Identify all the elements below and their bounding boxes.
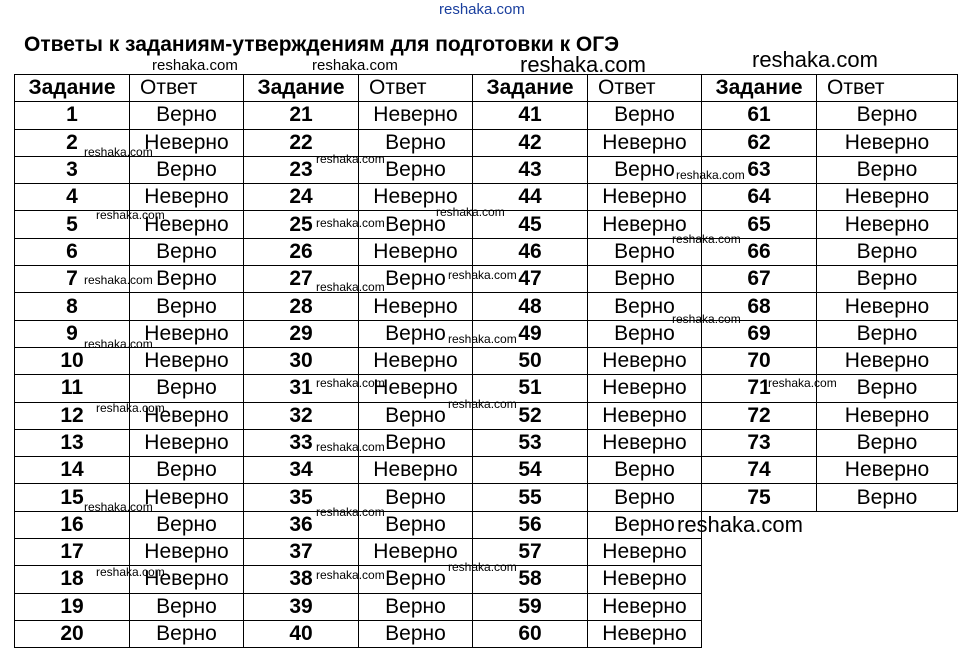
empty-cell <box>817 539 958 566</box>
answer-cell: Верно <box>359 320 473 347</box>
task-number: 13 <box>15 429 130 456</box>
answer-cell: Верно <box>588 102 702 129</box>
task-number: 39 <box>244 593 359 620</box>
table-row <box>15 429 958 456</box>
task-number: 51 <box>473 375 588 402</box>
task-number: 52 <box>473 402 588 429</box>
task-number: 1 <box>15 102 130 129</box>
answer-cell: Верно <box>130 266 244 293</box>
answer-cell: Неверно <box>130 320 244 347</box>
task-number: 60 <box>473 620 588 647</box>
answer-cell: Верно <box>130 457 244 484</box>
task-number: 41 <box>473 102 588 129</box>
table-row <box>15 457 958 484</box>
task-number: 30 <box>244 347 359 374</box>
task-number: 70 <box>702 347 817 374</box>
task-number: 37 <box>244 539 359 566</box>
answer-cell: Верно <box>817 320 958 347</box>
header-task: Задание <box>473 75 588 102</box>
task-number: 19 <box>15 593 130 620</box>
task-number: 44 <box>473 184 588 211</box>
answer-cell: Неверно <box>130 129 244 156</box>
table-row <box>15 293 958 320</box>
watermark: reshaka.com <box>448 397 517 411</box>
task-number: 40 <box>244 620 359 647</box>
task-number: 17 <box>15 539 130 566</box>
task-number: 50 <box>473 347 588 374</box>
answer-cell: Неверно <box>359 347 473 374</box>
answer-cell: Верно <box>588 266 702 293</box>
task-number: 34 <box>244 457 359 484</box>
watermark: reshaka.com <box>448 268 517 282</box>
task-number: 18 <box>15 566 130 593</box>
task-number: 22 <box>244 129 359 156</box>
answer-cell: Неверно <box>359 184 473 211</box>
task-number: 66 <box>702 238 817 265</box>
answer-cell: Верно <box>359 620 473 647</box>
empty-cell <box>817 566 958 593</box>
watermark: reshaka.com <box>84 145 153 159</box>
top-watermark: reshaka.com <box>439 1 525 18</box>
header-answer: Ответ <box>817 75 958 102</box>
watermark: reshaka.com <box>84 500 153 514</box>
task-number: 15 <box>15 484 130 511</box>
task-number: 5 <box>15 211 130 238</box>
answer-cell: Верно <box>130 511 244 538</box>
answer-cell: Неверно <box>130 484 244 511</box>
answer-cell: Неверно <box>130 211 244 238</box>
answer-cell: Верно <box>130 156 244 183</box>
header-task: Задание <box>702 75 817 102</box>
task-number: 16 <box>15 511 130 538</box>
task-number: 62 <box>702 129 817 156</box>
task-number: 55 <box>473 484 588 511</box>
watermark: reshaka.com <box>312 57 398 74</box>
answer-cell: Неверно <box>817 347 958 374</box>
answer-cell: Неверно <box>130 429 244 456</box>
header-answer: Ответ <box>359 75 473 102</box>
task-number: 2 <box>15 129 130 156</box>
answer-cell: Верно <box>817 238 958 265</box>
task-number: 57 <box>473 539 588 566</box>
table-row <box>15 593 958 620</box>
table-row <box>15 238 958 265</box>
task-number: 61 <box>702 102 817 129</box>
answer-cell: Неверно <box>588 347 702 374</box>
answer-cell: Верно <box>817 429 958 456</box>
answer-cell: Верно <box>817 102 958 129</box>
task-number: 73 <box>702 429 817 456</box>
watermark: reshaka.com <box>152 57 238 74</box>
task-number: 25 <box>244 211 359 238</box>
task-number: 45 <box>473 211 588 238</box>
answer-cell: Верно <box>359 511 473 538</box>
answer-cell: Неверно <box>588 211 702 238</box>
answer-cell: Верно <box>359 129 473 156</box>
header-task: Задание <box>15 75 130 102</box>
answer-cell: Неверно <box>817 129 958 156</box>
empty-cell <box>817 511 958 538</box>
task-number: 24 <box>244 184 359 211</box>
answer-cell: Неверно <box>359 375 473 402</box>
table-row <box>15 511 958 538</box>
answer-cell: Верно <box>359 566 473 593</box>
header-answer: Ответ <box>130 75 244 102</box>
answer-cell: Неверно <box>588 429 702 456</box>
header-answer: Ответ <box>588 75 702 102</box>
answer-cell: Неверно <box>588 620 702 647</box>
task-number: 63 <box>702 156 817 183</box>
task-number: 28 <box>244 293 359 320</box>
watermark: reshaka.com <box>316 152 385 166</box>
answer-cell: Верно <box>130 238 244 265</box>
answer-cell: Неверно <box>130 539 244 566</box>
task-number: 12 <box>15 402 130 429</box>
task-number: 8 <box>15 293 130 320</box>
answer-cell: Неверно <box>359 238 473 265</box>
empty-cell <box>702 620 817 647</box>
task-number: 56 <box>473 511 588 538</box>
watermark: reshaka.com <box>448 560 517 574</box>
task-number: 74 <box>702 457 817 484</box>
table-row <box>15 620 958 647</box>
task-number: 64 <box>702 184 817 211</box>
page-title: Ответы к заданиям-утверждениям для подготовки к ОГЭ <box>24 33 620 56</box>
header-task: Задание <box>244 75 359 102</box>
answer-cell: Неверно <box>359 539 473 566</box>
watermark: reshaka.com <box>436 205 505 219</box>
table-header-row <box>15 75 958 102</box>
task-number: 75 <box>702 484 817 511</box>
answer-cell: Верно <box>359 402 473 429</box>
answer-cell: Верно <box>817 484 958 511</box>
answer-cell: Верно <box>359 429 473 456</box>
answer-cell: Верно <box>588 293 702 320</box>
answer-cell: Неверно <box>130 402 244 429</box>
answer-cell: Неверно <box>588 593 702 620</box>
task-number: 7 <box>15 266 130 293</box>
task-number: 43 <box>473 156 588 183</box>
answer-cell: Верно <box>817 375 958 402</box>
task-number: 33 <box>244 429 359 456</box>
watermark: reshaka.com <box>316 505 385 519</box>
task-number: 65 <box>702 211 817 238</box>
answer-cell: Неверно <box>359 293 473 320</box>
watermark: reshaka.com <box>96 208 165 222</box>
task-number: 9 <box>15 320 130 347</box>
answer-cell: Верно <box>588 238 702 265</box>
task-number: 20 <box>15 620 130 647</box>
task-number: 29 <box>244 320 359 347</box>
table-row <box>15 102 958 129</box>
answer-cell: Верно <box>359 156 473 183</box>
watermark: reshaka.com <box>677 512 803 537</box>
task-number: 67 <box>702 266 817 293</box>
answer-cell: Верно <box>359 266 473 293</box>
answer-cell: Неверно <box>359 102 473 129</box>
watermark: reshaka.com <box>672 312 741 326</box>
task-number: 59 <box>473 593 588 620</box>
answer-cell: Неверно <box>130 566 244 593</box>
answer-cell: Неверно <box>817 457 958 484</box>
task-number: 6 <box>15 238 130 265</box>
task-number: 58 <box>473 566 588 593</box>
empty-cell <box>817 620 958 647</box>
task-number: 38 <box>244 566 359 593</box>
answer-cell: Верно <box>130 293 244 320</box>
answer-cell: Неверно <box>130 347 244 374</box>
task-number: 10 <box>15 347 130 374</box>
watermark: reshaka.com <box>768 376 837 390</box>
table-row <box>15 347 958 374</box>
task-number: 14 <box>15 457 130 484</box>
task-number: 3 <box>15 156 130 183</box>
answer-cell: Неверно <box>588 539 702 566</box>
task-number: 26 <box>244 238 359 265</box>
task-number: 31 <box>244 375 359 402</box>
task-number: 69 <box>702 320 817 347</box>
answer-cell: Верно <box>588 156 702 183</box>
watermark: reshaka.com <box>448 332 517 346</box>
empty-cell <box>702 593 817 620</box>
task-number: 32 <box>244 402 359 429</box>
answer-cell: Неверно <box>817 211 958 238</box>
answer-cell: Верно <box>130 102 244 129</box>
task-number: 53 <box>473 429 588 456</box>
task-number: 48 <box>473 293 588 320</box>
task-number: 42 <box>473 129 588 156</box>
answer-cell: Неверно <box>588 184 702 211</box>
task-number: 54 <box>473 457 588 484</box>
answer-cell: Неверно <box>817 402 958 429</box>
table-row <box>15 484 958 511</box>
watermark: reshaka.com <box>316 376 385 390</box>
answer-cell: Верно <box>359 484 473 511</box>
answer-cell: Неверно <box>817 293 958 320</box>
task-number: 68 <box>702 293 817 320</box>
answer-cell: Неверно <box>359 457 473 484</box>
watermark: reshaka.com <box>96 401 165 415</box>
answer-cell: Неверно <box>588 402 702 429</box>
task-number: 21 <box>244 102 359 129</box>
answer-cell: Верно <box>817 156 958 183</box>
answer-cell: Неверно <box>817 184 958 211</box>
watermark: reshaka.com <box>520 52 646 77</box>
empty-cell <box>702 566 817 593</box>
answer-cell: Неверно <box>588 375 702 402</box>
watermark: reshaka.com <box>316 216 385 230</box>
task-number: 46 <box>473 238 588 265</box>
answer-cell: Верно <box>588 320 702 347</box>
answer-cell: Верно <box>588 457 702 484</box>
task-number: 72 <box>702 402 817 429</box>
answer-cell: Неверно <box>130 184 244 211</box>
task-number: 35 <box>244 484 359 511</box>
answer-cell: Верно <box>130 375 244 402</box>
task-number: 47 <box>473 266 588 293</box>
table-row <box>15 156 958 183</box>
task-number: 23 <box>244 156 359 183</box>
watermark: reshaka.com <box>676 168 745 182</box>
watermark: reshaka.com <box>316 440 385 454</box>
answer-cell: Неверно <box>588 566 702 593</box>
table-row <box>15 129 958 156</box>
answer-cell: Верно <box>359 593 473 620</box>
watermark: reshaka.com <box>316 280 385 294</box>
empty-cell <box>817 593 958 620</box>
answer-cell: Верно <box>588 511 702 538</box>
watermark: reshaka.com <box>84 273 153 287</box>
empty-cell <box>702 539 817 566</box>
watermark: reshaka.com <box>672 232 741 246</box>
task-number: 71 <box>702 375 817 402</box>
watermark: reshaka.com <box>316 568 385 582</box>
task-number: 36 <box>244 511 359 538</box>
watermark: reshaka.com <box>96 565 165 579</box>
answer-cell: Верно <box>817 266 958 293</box>
answer-cell: Неверно <box>588 129 702 156</box>
task-number: 11 <box>15 375 130 402</box>
answer-cell: Верно <box>588 484 702 511</box>
task-number: 49 <box>473 320 588 347</box>
answer-cell: Верно <box>359 211 473 238</box>
answer-cell: Верно <box>130 593 244 620</box>
task-number: 4 <box>15 184 130 211</box>
answer-cell: Верно <box>130 620 244 647</box>
watermark: reshaka.com <box>752 47 878 72</box>
watermark: reshaka.com <box>84 337 153 351</box>
task-number: 27 <box>244 266 359 293</box>
